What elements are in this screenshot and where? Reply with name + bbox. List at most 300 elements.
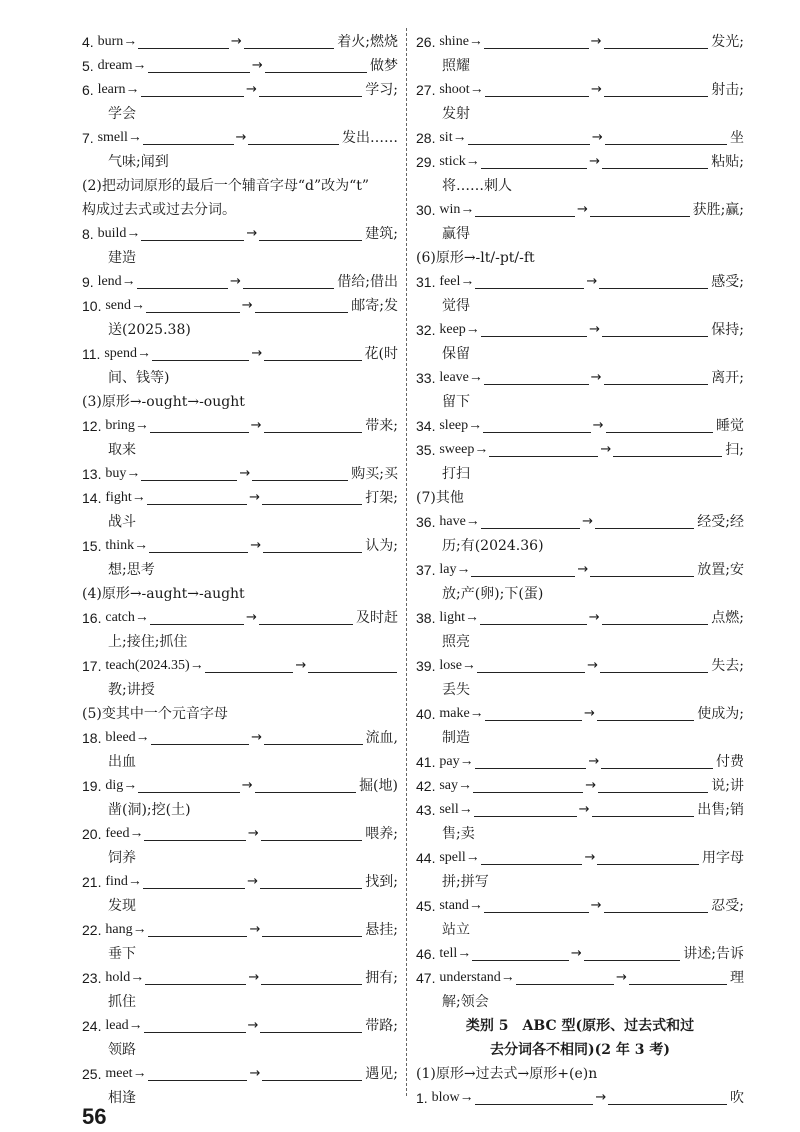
vocab-item — [82, 30, 398, 54]
vocab-item — [82, 294, 398, 318]
vocab-item — [416, 702, 744, 726]
past-participle-blank[interactable] — [259, 80, 362, 97]
item-number: 35. — [416, 442, 440, 458]
base-form: hang→ — [105, 922, 147, 937]
meaning-continued: 送(2025.38) — [108, 322, 191, 338]
vocab-item — [82, 870, 398, 894]
past-participle-blank[interactable] — [599, 272, 708, 289]
meaning: 花(时 — [364, 346, 398, 362]
past-tense-blank[interactable] — [147, 488, 247, 505]
item-number: 29. — [416, 154, 440, 170]
base-form: dig→ — [105, 778, 138, 793]
vocab-item — [416, 750, 744, 774]
meaning-continued: 建造 — [108, 250, 136, 266]
item-number: 10. — [82, 298, 106, 314]
arrow-icon: → — [570, 946, 582, 961]
past-tense-blank[interactable] — [475, 1088, 594, 1105]
arrow-icon: → — [590, 898, 602, 913]
arrow-icon: → — [241, 298, 253, 313]
past-participle-blank[interactable] — [613, 440, 722, 457]
base-form: shoot→ — [439, 82, 484, 97]
arrow-icon: → — [588, 754, 600, 769]
arrow-icon: → — [295, 658, 307, 673]
past-tense-blank[interactable] — [472, 944, 569, 961]
past-participle-blank[interactable] — [605, 128, 727, 145]
arrow-icon: → — [251, 346, 263, 361]
arrow-icon: → — [589, 322, 600, 337]
meaning-continued: 历;有(2024.36) — [442, 538, 544, 554]
past-tense-blank[interactable] — [475, 200, 575, 217]
past-participle-blank[interactable] — [261, 824, 362, 841]
item-number: 12. — [82, 418, 106, 434]
base-form: make→ — [439, 706, 484, 721]
past-participle-blank[interactable] — [255, 776, 356, 793]
base-form: light→ — [439, 610, 480, 625]
past-tense-blank[interactable] — [141, 464, 237, 481]
past-participle-blank[interactable] — [243, 272, 334, 289]
vocab-item — [82, 654, 398, 678]
past-participle-blank[interactable] — [264, 728, 362, 745]
meaning: 忍受; — [711, 898, 744, 914]
past-participle-blank[interactable] — [255, 296, 349, 313]
past-participle-blank[interactable] — [263, 536, 362, 553]
item-number: 22. — [82, 922, 106, 938]
vocab-item — [82, 726, 398, 750]
vocab-item — [416, 198, 744, 222]
meaning-continued: 饲养 — [108, 850, 136, 866]
past-participle-blank[interactable] — [590, 200, 690, 217]
item-number: 14. — [82, 490, 106, 506]
item-number: 16. — [82, 610, 106, 626]
past-participle-blank[interactable] — [261, 968, 362, 985]
meaning: 发光; — [711, 34, 744, 50]
past-tense-blank[interactable] — [148, 1064, 248, 1081]
past-tense-blank[interactable] — [143, 128, 234, 145]
past-tense-blank[interactable] — [471, 560, 575, 577]
past-tense-blank[interactable] — [468, 128, 590, 145]
vocab-item — [416, 942, 744, 966]
base-form: dream→ — [97, 58, 147, 73]
base-form: feel→ — [439, 274, 475, 289]
arrow-icon: → — [251, 730, 263, 745]
item-number: 43. — [416, 802, 440, 818]
past-participle-blank[interactable] — [601, 752, 713, 769]
past-tense-blank[interactable] — [145, 968, 246, 985]
item-number: 8. — [82, 226, 98, 242]
page-number: 56 — [82, 1104, 107, 1129]
meaning: 坐 — [730, 130, 744, 146]
meaning-continued: 拼;拼写 — [442, 874, 489, 890]
vocab-item — [82, 54, 398, 78]
base-form: win→ — [439, 202, 475, 217]
past-tense-blank[interactable] — [484, 32, 589, 49]
meaning: 做梦 — [370, 58, 398, 74]
column-divider — [406, 28, 407, 1096]
past-tense-blank[interactable] — [473, 776, 583, 793]
vocab-item — [416, 126, 744, 150]
past-tense-blank[interactable] — [481, 152, 587, 169]
item-number: 1. — [416, 1090, 432, 1106]
arrow-icon: → — [251, 58, 263, 73]
past-participle-blank[interactable] — [604, 896, 709, 913]
arrow-icon: → — [230, 274, 241, 289]
base-form: build→ — [97, 226, 141, 241]
base-form: lay→ — [439, 562, 471, 577]
item-number: 17. — [82, 658, 106, 674]
meaning-continued: 站立 — [442, 922, 470, 938]
past-participle-blank[interactable] — [606, 416, 713, 433]
vocab-item — [416, 366, 744, 390]
past-tense-blank[interactable] — [516, 968, 614, 985]
vocab-item — [82, 78, 398, 102]
vocab-item — [416, 654, 744, 678]
base-form: spend→ — [104, 346, 151, 361]
past-participle-blank[interactable] — [252, 464, 348, 481]
arrow-icon: → — [249, 490, 260, 505]
section-heading: (2)把动词原形的最后一个辅音字母“d”改为“t” — [82, 178, 370, 194]
meaning: 学习; — [365, 82, 398, 98]
item-number: 6. — [82, 82, 98, 98]
base-form: sell→ — [439, 802, 473, 817]
section-heading: 构成过去式或过去分词。 — [82, 202, 236, 218]
past-tense-blank[interactable] — [485, 704, 582, 721]
item-number: 24. — [82, 1018, 106, 1034]
meaning-continued: 将……刺人 — [442, 178, 512, 194]
meaning: 放置;安 — [697, 562, 744, 578]
vocab-item — [82, 414, 398, 438]
past-participle-blank[interactable] — [590, 560, 694, 577]
meaning-continued: 取来 — [108, 442, 136, 458]
vocab-item — [82, 606, 398, 630]
past-tense-blank[interactable] — [484, 896, 589, 913]
vocab-item — [82, 774, 398, 798]
past-tense-blank[interactable] — [149, 536, 248, 553]
base-form: lend→ — [97, 274, 136, 289]
vocab-item — [82, 822, 398, 846]
meaning: 用字母 — [702, 850, 744, 866]
past-tense-blank[interactable] — [137, 272, 228, 289]
past-participle-blank[interactable] — [260, 1016, 362, 1033]
vocab-item — [82, 462, 398, 486]
meaning: 找到; — [365, 874, 398, 890]
meaning: 带路; — [365, 1018, 398, 1034]
past-tense-blank[interactable] — [144, 1016, 246, 1033]
base-form: find→ — [105, 874, 142, 889]
item-number: 40. — [416, 706, 440, 722]
arrow-icon: → — [247, 1018, 259, 1033]
left-column — [82, 30, 398, 1110]
arrow-icon: → — [589, 154, 600, 169]
vocab-item — [416, 774, 744, 798]
past-participle-blank[interactable] — [264, 416, 363, 433]
item-number: 13. — [82, 466, 106, 482]
vocab-item — [416, 270, 744, 294]
meaning-continued: 丢失 — [442, 682, 470, 698]
arrow-icon: → — [578, 802, 590, 817]
base-form: lead→ — [105, 1018, 143, 1033]
vocab-item — [416, 78, 744, 102]
meaning-continued: 教;讲授 — [108, 682, 155, 698]
arrow-icon: → — [590, 370, 602, 385]
meaning: 经受;经 — [697, 514, 744, 530]
base-form: learn→ — [97, 82, 140, 97]
past-participle-blank[interactable] — [584, 944, 681, 961]
meaning: 邮寄;发 — [351, 298, 398, 314]
vocab-item — [416, 966, 744, 990]
base-form: smell→ — [97, 130, 142, 145]
past-participle-blank[interactable] — [308, 656, 397, 673]
base-form: buy→ — [105, 466, 141, 481]
past-tense-blank[interactable] — [474, 800, 577, 817]
vocab-item — [82, 270, 398, 294]
base-form: bring→ — [105, 418, 149, 433]
past-participle-blank[interactable] — [604, 32, 709, 49]
meaning-continued: 相逢 — [108, 1090, 136, 1106]
item-number: 37. — [416, 562, 440, 578]
vocab-item — [416, 1086, 744, 1110]
past-participle-blank[interactable] — [604, 80, 708, 97]
past-tense-blank[interactable] — [138, 776, 239, 793]
meaning: 离开; — [711, 370, 744, 386]
past-tense-blank[interactable] — [150, 416, 249, 433]
past-tense-blank[interactable] — [480, 608, 587, 625]
past-participle-blank[interactable] — [262, 920, 362, 937]
past-tense-blank[interactable] — [475, 272, 584, 289]
past-participle-blank[interactable] — [629, 968, 727, 985]
item-number: 34. — [416, 418, 440, 434]
meaning: 拥有; — [365, 970, 398, 986]
meaning-continued: 间、钱等) — [108, 370, 170, 386]
past-tense-blank[interactable] — [484, 368, 589, 385]
meaning-continued: 制造 — [442, 730, 470, 746]
arrow-icon: → — [587, 658, 599, 673]
arrow-icon: → — [250, 418, 262, 433]
past-participle-blank[interactable] — [262, 1064, 362, 1081]
meaning: 出售;销 — [697, 802, 744, 818]
base-form: stand→ — [439, 898, 483, 913]
past-participle-blank[interactable] — [597, 848, 699, 865]
vocab-item — [416, 510, 744, 534]
arrow-icon: → — [591, 130, 603, 145]
arrow-icon: → — [591, 82, 602, 97]
section-heading: (4)原形→-aught→-aught — [82, 586, 245, 602]
section-heading: (6)原形→-lt/-pt/-ft — [416, 250, 535, 266]
past-participle-blank[interactable] — [604, 368, 709, 385]
meaning: 流血, — [365, 730, 398, 746]
base-form: bleed→ — [105, 730, 150, 745]
past-participle-blank[interactable] — [264, 344, 361, 361]
past-participle-blank[interactable] — [608, 1088, 727, 1105]
past-tense-blank[interactable] — [481, 512, 580, 529]
meaning: 理 — [730, 970, 744, 986]
item-number: 5. — [82, 58, 98, 74]
past-participle-blank[interactable] — [265, 56, 367, 73]
past-tense-blank[interactable] — [148, 920, 248, 937]
meaning: 点燃; — [711, 610, 744, 626]
past-tense-blank[interactable] — [151, 728, 249, 745]
item-number: 39. — [416, 658, 440, 674]
meaning: 掘(地) — [359, 778, 398, 794]
arrow-icon: → — [247, 826, 259, 841]
meaning-continued: 领路 — [108, 1042, 136, 1058]
base-form: spell→ — [439, 850, 480, 865]
item-number: 30. — [416, 202, 440, 218]
arrow-icon: → — [584, 850, 596, 865]
item-number: 19. — [82, 778, 106, 794]
meaning: 射击; — [711, 82, 744, 98]
meaning: 打架; — [365, 490, 398, 506]
base-form: tell→ — [439, 946, 472, 961]
past-participle-blank[interactable] — [595, 512, 694, 529]
item-number: 28. — [416, 130, 440, 146]
meaning-continued: 战斗 — [108, 514, 136, 530]
past-tense-blank[interactable] — [485, 80, 589, 97]
category-heading: 去分词各不相同)(2 年 3 考) — [490, 1042, 670, 1058]
vocab-item — [416, 150, 744, 174]
base-form: keep→ — [439, 322, 480, 337]
vocab-item — [416, 846, 744, 870]
meaning-continued: 想;思考 — [108, 562, 155, 578]
past-participle-blank[interactable] — [602, 608, 709, 625]
vocab-item — [82, 966, 398, 990]
item-number: 15. — [82, 538, 106, 554]
past-participle-blank[interactable] — [597, 704, 694, 721]
arrow-icon: → — [245, 82, 257, 97]
item-number: 32. — [416, 322, 440, 338]
base-form: lose→ — [439, 658, 476, 673]
past-tense-blank[interactable] — [483, 416, 590, 433]
past-tense-blank[interactable] — [144, 824, 245, 841]
base-form: catch→ — [105, 610, 149, 625]
arrow-icon: → — [235, 130, 247, 145]
meaning: 建筑; — [365, 226, 398, 242]
vocab-item — [416, 558, 744, 582]
meaning-continued: 解;领会 — [442, 994, 489, 1010]
past-tense-blank[interactable] — [205, 656, 294, 673]
meaning-continued: 觉得 — [442, 298, 470, 314]
item-number: 18. — [82, 730, 106, 746]
past-participle-blank[interactable] — [600, 656, 708, 673]
item-number: 21. — [82, 874, 106, 890]
item-number: 44. — [416, 850, 440, 866]
meaning-continued: 气味;闻到 — [108, 154, 169, 170]
vocab-item — [416, 606, 744, 630]
past-participle-blank[interactable] — [248, 128, 339, 145]
past-tense-blank[interactable] — [477, 656, 585, 673]
arrow-icon: → — [595, 1090, 607, 1105]
base-form: understand→ — [439, 970, 515, 985]
item-number: 45. — [416, 898, 440, 914]
base-form: have→ — [439, 514, 480, 529]
base-form: shine→ — [439, 34, 483, 49]
base-form: sit→ — [439, 130, 467, 145]
past-participle-blank[interactable] — [259, 608, 353, 625]
arrow-icon: → — [615, 970, 627, 985]
meaning: 遇见; — [365, 1066, 398, 1082]
right-column — [416, 30, 744, 1110]
vocab-item — [82, 534, 398, 558]
past-tense-blank[interactable] — [481, 848, 583, 865]
past-participle-blank[interactable] — [592, 800, 695, 817]
arrow-icon: → — [588, 610, 600, 625]
meaning-continued: 售;卖 — [442, 826, 475, 842]
meaning: 购买;买 — [351, 466, 398, 482]
past-tense-blank[interactable] — [143, 872, 245, 889]
section-heading: (5)变其中一个元音字母 — [82, 706, 228, 722]
past-tense-blank[interactable] — [150, 608, 244, 625]
past-tense-blank[interactable] — [146, 296, 240, 313]
base-form: meet→ — [105, 1066, 147, 1081]
arrow-icon: → — [250, 538, 262, 553]
arrow-icon: → — [577, 202, 588, 217]
item-number: 47. — [416, 970, 440, 986]
meaning-continued: 赢得 — [442, 226, 470, 242]
arrow-icon: → — [592, 418, 604, 433]
past-participle-blank[interactable] — [260, 872, 362, 889]
meaning: 讲述;告诉 — [683, 946, 744, 962]
past-tense-blank[interactable] — [141, 224, 244, 241]
meaning-continued: 凿(洞);挖(土) — [108, 802, 191, 818]
vocab-item — [82, 222, 398, 246]
past-tense-blank[interactable] — [481, 320, 587, 337]
meaning: 喂养; — [365, 826, 398, 842]
past-participle-blank[interactable] — [244, 32, 335, 49]
past-participle-blank[interactable] — [602, 152, 708, 169]
base-form: hold→ — [105, 970, 145, 985]
item-number: 11. — [82, 346, 105, 362]
meaning: 失去; — [711, 658, 744, 674]
arrow-icon: → — [577, 562, 589, 577]
item-number: 23. — [82, 970, 106, 986]
meaning-continued: 打扫 — [442, 466, 470, 482]
meaning: 保持; — [711, 322, 744, 338]
past-participle-blank[interactable] — [259, 224, 362, 241]
arrow-icon: → — [246, 226, 258, 241]
meaning-continued: 保留 — [442, 346, 470, 362]
base-form: say→ — [439, 778, 473, 793]
past-tense-blank[interactable] — [148, 56, 250, 73]
past-tense-blank[interactable] — [475, 752, 587, 769]
arrow-icon: → — [247, 874, 259, 889]
past-tense-blank[interactable] — [141, 80, 244, 97]
meaning-continued: 垂下 — [108, 946, 136, 962]
past-tense-blank[interactable] — [138, 32, 229, 49]
meaning-continued: 照耀 — [442, 58, 470, 74]
arrow-icon: → — [249, 1066, 261, 1081]
past-participle-blank[interactable] — [598, 776, 708, 793]
base-form: stick→ — [439, 154, 480, 169]
past-tense-blank[interactable] — [489, 440, 598, 457]
base-form: feed→ — [105, 826, 144, 841]
past-participle-blank[interactable] — [602, 320, 708, 337]
meaning: 及时赶 — [356, 610, 398, 626]
meaning: 悬挂; — [365, 922, 398, 938]
vocab-item — [82, 342, 398, 366]
meaning: 睡觉 — [716, 418, 744, 434]
base-form: leave→ — [439, 370, 483, 385]
meaning: 感受; — [711, 274, 744, 290]
item-number: 41. — [416, 754, 440, 770]
meaning-continued: 留下 — [442, 394, 470, 410]
past-tense-blank[interactable] — [152, 344, 249, 361]
arrow-icon: → — [590, 34, 602, 49]
arrow-icon: → — [585, 778, 597, 793]
meaning: 着火;燃烧 — [337, 34, 398, 50]
meaning: 粘贴; — [711, 154, 744, 170]
base-form: teach(2024.35)→ — [105, 658, 204, 673]
item-number: 33. — [416, 370, 440, 386]
past-participle-blank[interactable] — [262, 488, 362, 505]
